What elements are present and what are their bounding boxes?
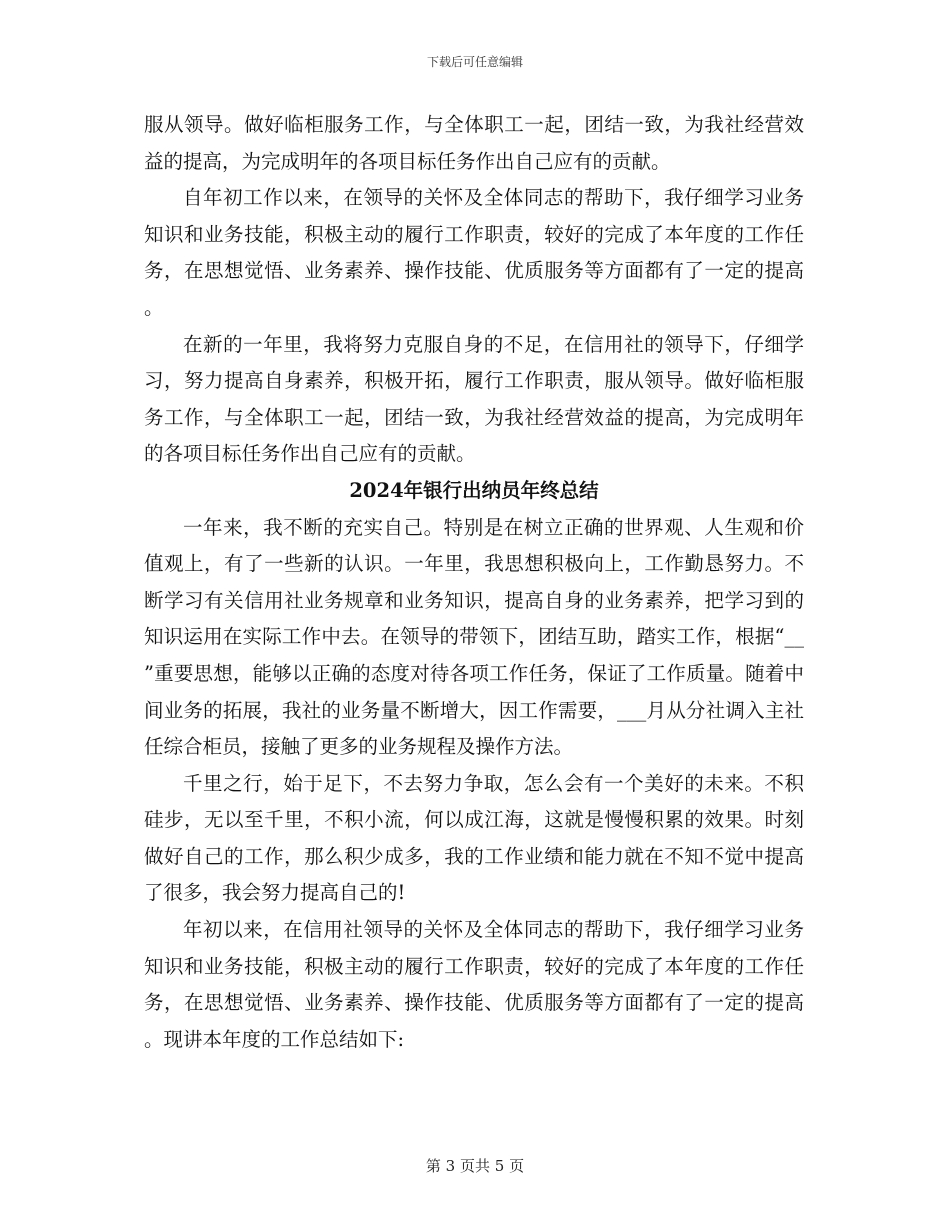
paragraph: 年初以来，在信用社领导的关怀及全体同志的帮助下，我仔细学习业务知识和业务技能，积极主动的履行工作职责，较好的完成了本年度的工作任务，在思想觉悟、业务素养、操作技能、优质服务等方面都有了一定的提高。现讲本年度的工作总结如下: xyxy=(144,918,804,1051)
paragraph: 千里之行，始于足下，不去努力争取，怎么会有一个美好的未来。不积硅步，无以至千里，不积小流，何以成江海，这就是慢慢积累的效果。时刻做好自己的工作，那么积少成多，我的工作业绩和能力就在不知不觉中提高了很多，我会努力提高自己的! xyxy=(144,771,804,905)
paragraph-continued: 服从领导。做好临柜服务工作，与全体职工一起，团结一致，为我社经营效益的提高，为完成明年的各项目标任务作出自己应有的贡献。 xyxy=(144,113,804,173)
section-title: 2024年银行出纳员年终总结 xyxy=(349,478,599,502)
page-header-note: 下载后可任意编辑 xyxy=(426,55,523,69)
document-body xyxy=(144,107,804,1058)
paragraph: 在新的一年里，我将努力克服自身的不足，在信用社的领导下，仔细学习，努力提高自身素养，积极开拓，履行工作职责，服从领导。做好临柜服务工作，与全体职工一起，团结一致，为我社经营效益的提高，为完成明年的各项目标任务作出自己应有的贡献。 xyxy=(144,332,804,466)
paragraph: 自年初工作以来，在领导的关怀及全体同志的帮助下，我仔细学习业务知识和业务技能，积极主动的履行工作职责，较好的完成了本年度的工作任务，在思想觉悟、业务素养、操作技能、优质服务等方面都有了一定的提高。 xyxy=(144,186,804,319)
page-number: 第 3 页共 5 页 xyxy=(425,1157,525,1175)
paragraph: 一年来，我不断的充实自己。特别是在树立正确的世界观、人生观和价值观上，有了一些新的认识。一年里，我思想积极向上，工作勤恳努力。不断学习有关信用社业务规章和业务知识，提高自身的业务素养，把学习到的知识运用在实际工作中去。在领导的带领下，团结互助，踏实工作，根据“__”重要思想，能够以正确的态度对待各项工作任务，保证了工作质量。随着中间业务的拓展，我社的业务量不断增大，因工作需要，___月从分社调入主社任综合柜员，接触了更多的业务规程及操作方法。 xyxy=(144,515,804,759)
